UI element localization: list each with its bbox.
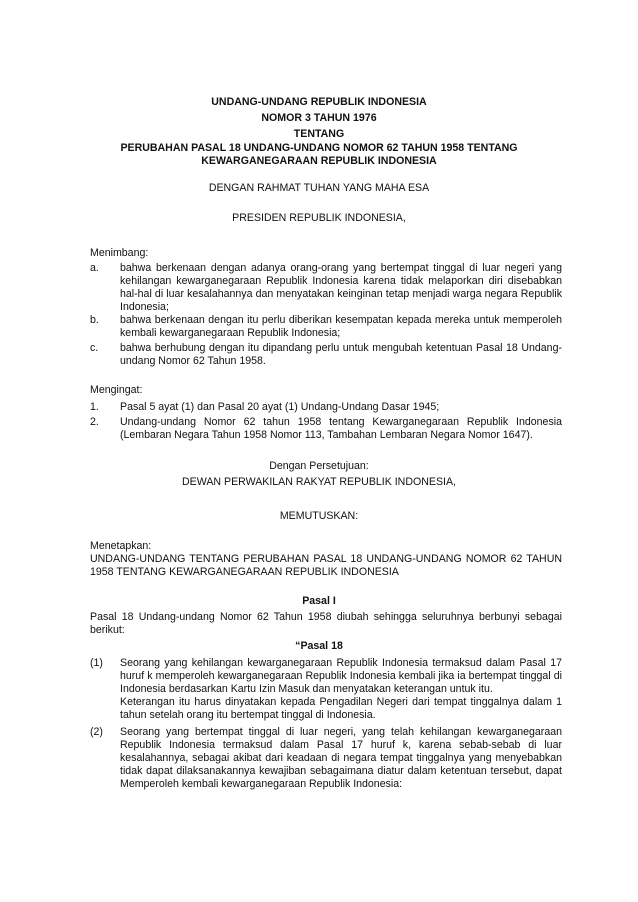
menetapkan-heading: Menetapkan:	[90, 540, 152, 552]
item-text: bahwa berhubung dengan itu dipandang perlu untuk mengubah ketentuan Pasal 18 Undang-undang Nomor 62 Tahun 1958.	[120, 342, 562, 367]
pasal-i-heading: Pasal I	[302, 595, 336, 607]
item-text: Undang-undang Nomor 62 tahun 1958 tentang Kewarganegaraan Republik Indonesia (Lembaran Negara Tahun 1958 Nomor 113, Tambahan Lembaran Negara Nomor 1647).	[120, 416, 562, 441]
memutuskan-line: MEMUTUSKAN:	[279, 510, 359, 522]
item-text: Seorang yang bertempat tinggal di luar negeri, yang telah kehilangan kewarganegaraan Republik Indonesia termaksud dalam Pasal 17 huruf k, karena sebab-sebab di luar kesalahannya, sebagai akibat dari keadaan di negara tempat tinggalnya yang menyebabkan tidak dapat dilaksanakannya kewajiban sebagaimana diatur dalam ketentuan tersebut, dapat Memperoleh kembali kewarganegaraan Republik Indonesia:	[120, 726, 562, 790]
item-text: bahwa berkenaan dengan itu perlu diberikan kesempatan kepada mereka untuk memperoleh kembali kewarganegaraan Republik Indonesia;	[120, 314, 562, 339]
item-marker: 1.	[90, 401, 99, 413]
persetujuan-line-2: DEWAN PERWAKILAN RAKYAT REPUBLIK INDONESIA,	[182, 476, 456, 488]
persetujuan-line-1: Dengan Persetujuan:	[269, 460, 369, 472]
presiden-line: PRESIDEN REPUBLIK INDONESIA,	[232, 212, 406, 224]
item-marker: (2)	[90, 726, 103, 738]
pasal-18-item-1-note: Keterangan itu harus dinyatakan kepada Pengadilan Negeri dari tempat tinggalnya dalam 1 tahun setelah orang itu bertempat tinggal di Indonesia.	[120, 696, 562, 721]
title-line-5: KEWARGANEGARAAN REPUBLIK INDONESIA	[201, 155, 437, 167]
item-marker: 2.	[90, 416, 99, 428]
mengingat-heading: Mengingat:	[90, 384, 143, 396]
menetapkan-text: UNDANG-UNDANG TENTANG PERUBAHAN PASAL 18 UNDANG-UNDANG NOMOR 62 TAHUN 1958 TENTANG KEWARGANEGARAAN REPUBLIK INDONESIA	[90, 553, 562, 578]
item-marker: b.	[90, 314, 99, 326]
item-marker: (1)	[90, 657, 103, 669]
title-line-4: PERUBAHAN PASAL 18 UNDANG-UNDANG NOMOR 62 TAHUN 1958 TENTANG	[120, 142, 518, 154]
rahmat-line: DENGAN RAHMAT TUHAN YANG MAHA ESA	[208, 182, 430, 194]
title-line-2: NOMOR 3 TAHUN 1976	[261, 112, 377, 124]
pasal-18-heading: “Pasal 18	[295, 640, 343, 652]
title-line-3: TENTANG	[293, 128, 345, 140]
pasal-i-intro: Pasal 18 Undang-undang Nomor 62 Tahun 1958 diubah sehingga seluruhnya berbunyi sebagai berikut:	[90, 611, 562, 636]
item-text: bahwa berkenaan dengan adanya orang-orang yang bertempat tinggal di luar negeri yang kehilangan kewarganegaraan Republik Indonesia karena tidak melaporkan diri disebabkan hal-hal di luar kesalahannya dan menyatakan keinginan tetap menjadi warga negara Republik Indonesia;	[120, 262, 562, 313]
item-marker: c.	[90, 342, 99, 354]
item-text: Pasal 5 ayat (1) dan Pasal 20 ayat (1) Undang-Undang Dasar 1945;	[120, 401, 440, 413]
item-marker: a.	[90, 262, 99, 274]
title-line-1: UNDANG-UNDANG REPUBLIK INDONESIA	[211, 96, 427, 108]
menimbang-heading: Menimbang:	[90, 247, 149, 259]
item-text: Seorang yang kehilangan kewarganegaraan Republik Indonesia termaksud dalam Pasal 17 huruf k memperoleh kewarganegaraan Republik Indonesia kembali jika ia bertempat tinggal di Indonesia berdasarkan Kartu Izin Masuk dan menyatakan keterangan untuk itu.	[120, 657, 562, 695]
